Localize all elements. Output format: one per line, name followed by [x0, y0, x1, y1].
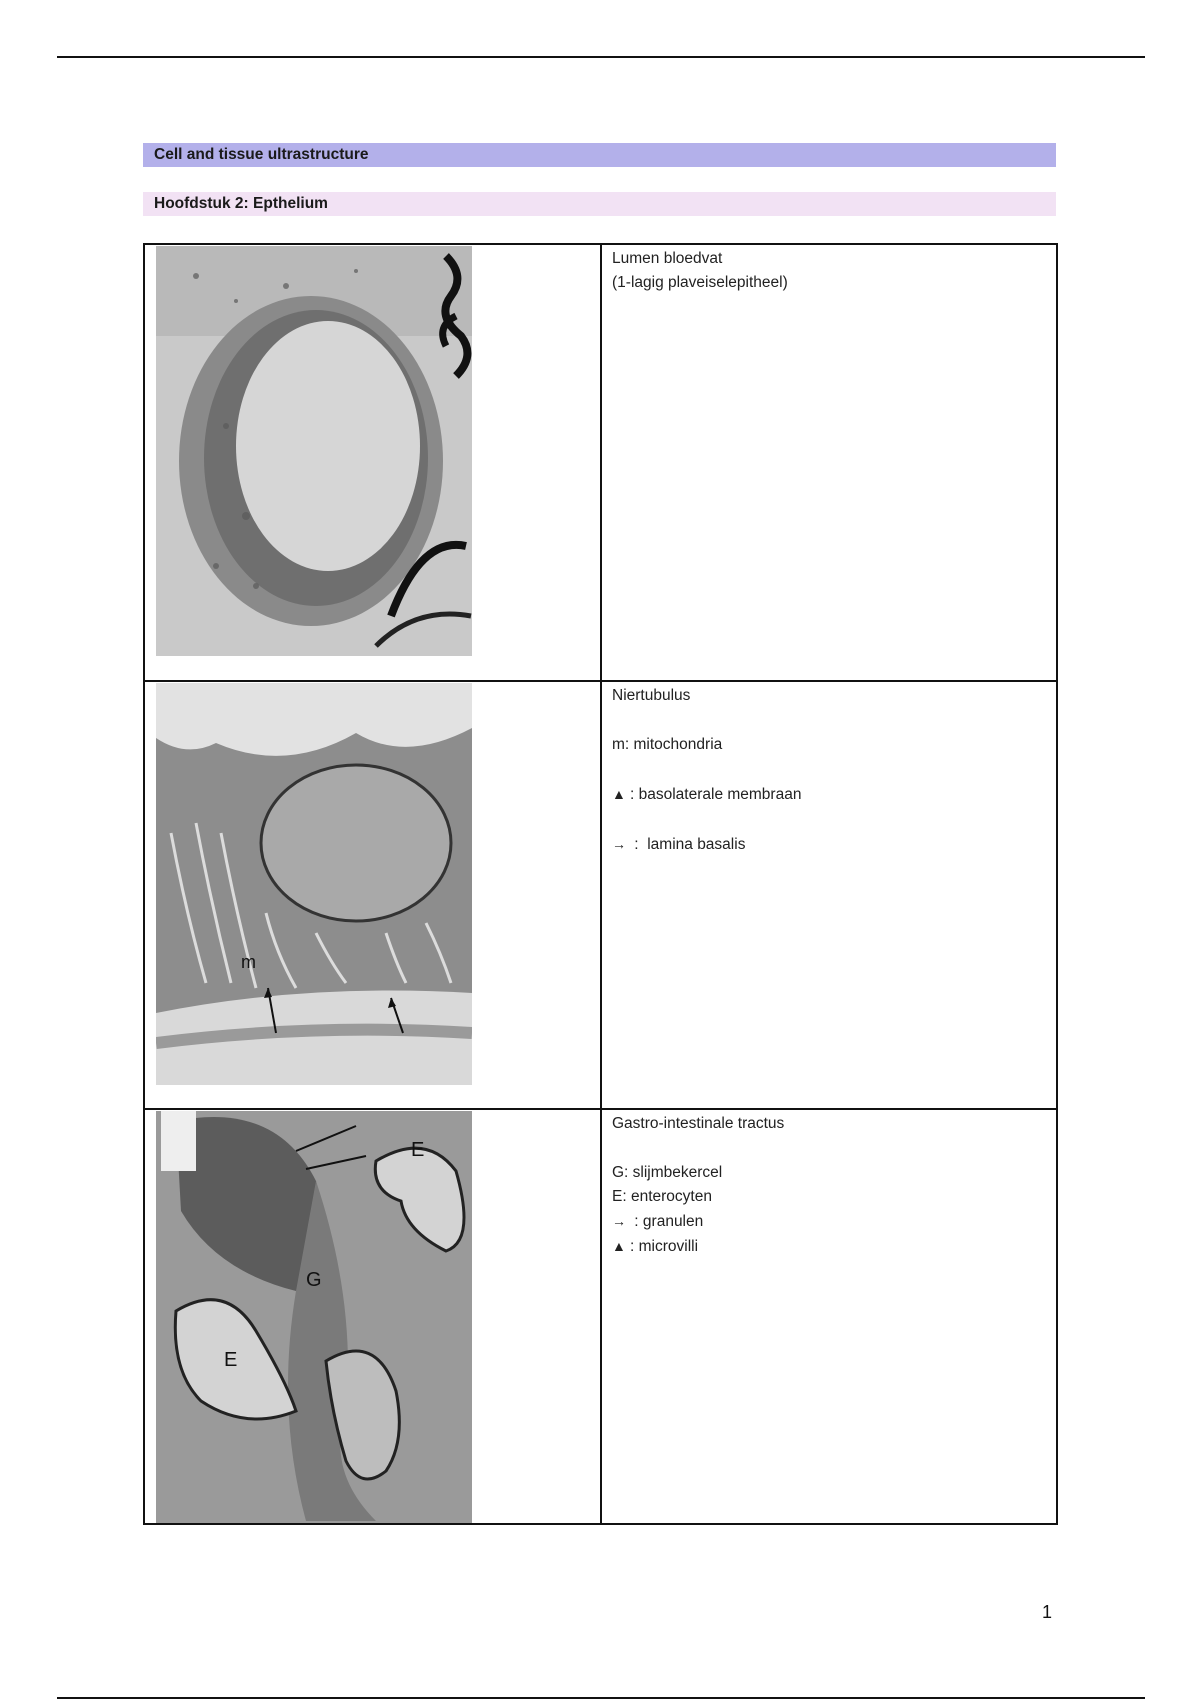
capillary-micrograph: [156, 246, 472, 656]
micrograph-label-g: G: [306, 1269, 322, 1291]
gastrointestinal-micrograph: [156, 1111, 472, 1523]
kidney-tubule-micrograph: [156, 683, 472, 1085]
column-divider: [600, 1110, 602, 1523]
triangle-icon: ▲: [612, 1238, 626, 1254]
micrograph-label-e-1: E: [411, 1139, 425, 1161]
column-divider: [600, 682, 602, 1108]
row-2-description: [612, 684, 1042, 857]
triangle-icon: ▲: [612, 786, 626, 802]
legend-item: → : lamina basalis: [612, 832, 1042, 857]
page-top-rule: [57, 56, 1145, 58]
chapter-title: Hoofdstuk 2: Epthelium: [143, 192, 1056, 216]
legend-item: → : granulen: [612, 1209, 1042, 1234]
micrograph-label-e-2: E: [224, 1349, 238, 1371]
row-1-line-2: (1-lagig plaveiselepitheel): [612, 274, 788, 291]
page-bottom-rule: [57, 1697, 1145, 1699]
row-2-title: Niertubulus: [612, 687, 691, 704]
legend-item: m: mitochondria: [612, 736, 723, 753]
micrograph-label-m: m: [241, 952, 256, 972]
legend-item: E: enterocyten: [612, 1188, 712, 1205]
legend-item: G: slijmbekercel: [612, 1164, 723, 1181]
course-title: Cell and tissue ultrastructure: [143, 143, 1056, 167]
table-row: [145, 1110, 1056, 1523]
legend-item: ▲ : basolaterale membraan: [612, 782, 1042, 807]
column-divider: [600, 245, 602, 680]
row-3-title: Gastro-intestinale tractus: [612, 1115, 785, 1132]
row-1-line-1: Lumen bloedvat: [612, 250, 723, 267]
micrograph-table: [143, 243, 1058, 1525]
page-number: 1: [1042, 1602, 1053, 1622]
table-row: [145, 245, 1056, 682]
arrow-right-icon: →: [612, 836, 626, 852]
legend-item: ▲ : microvilli: [612, 1234, 1042, 1259]
arrow-right-icon: →: [612, 1213, 626, 1229]
row-3-description: [612, 1112, 1042, 1259]
row-1-description: [612, 247, 1042, 295]
table-row: [145, 682, 1056, 1110]
